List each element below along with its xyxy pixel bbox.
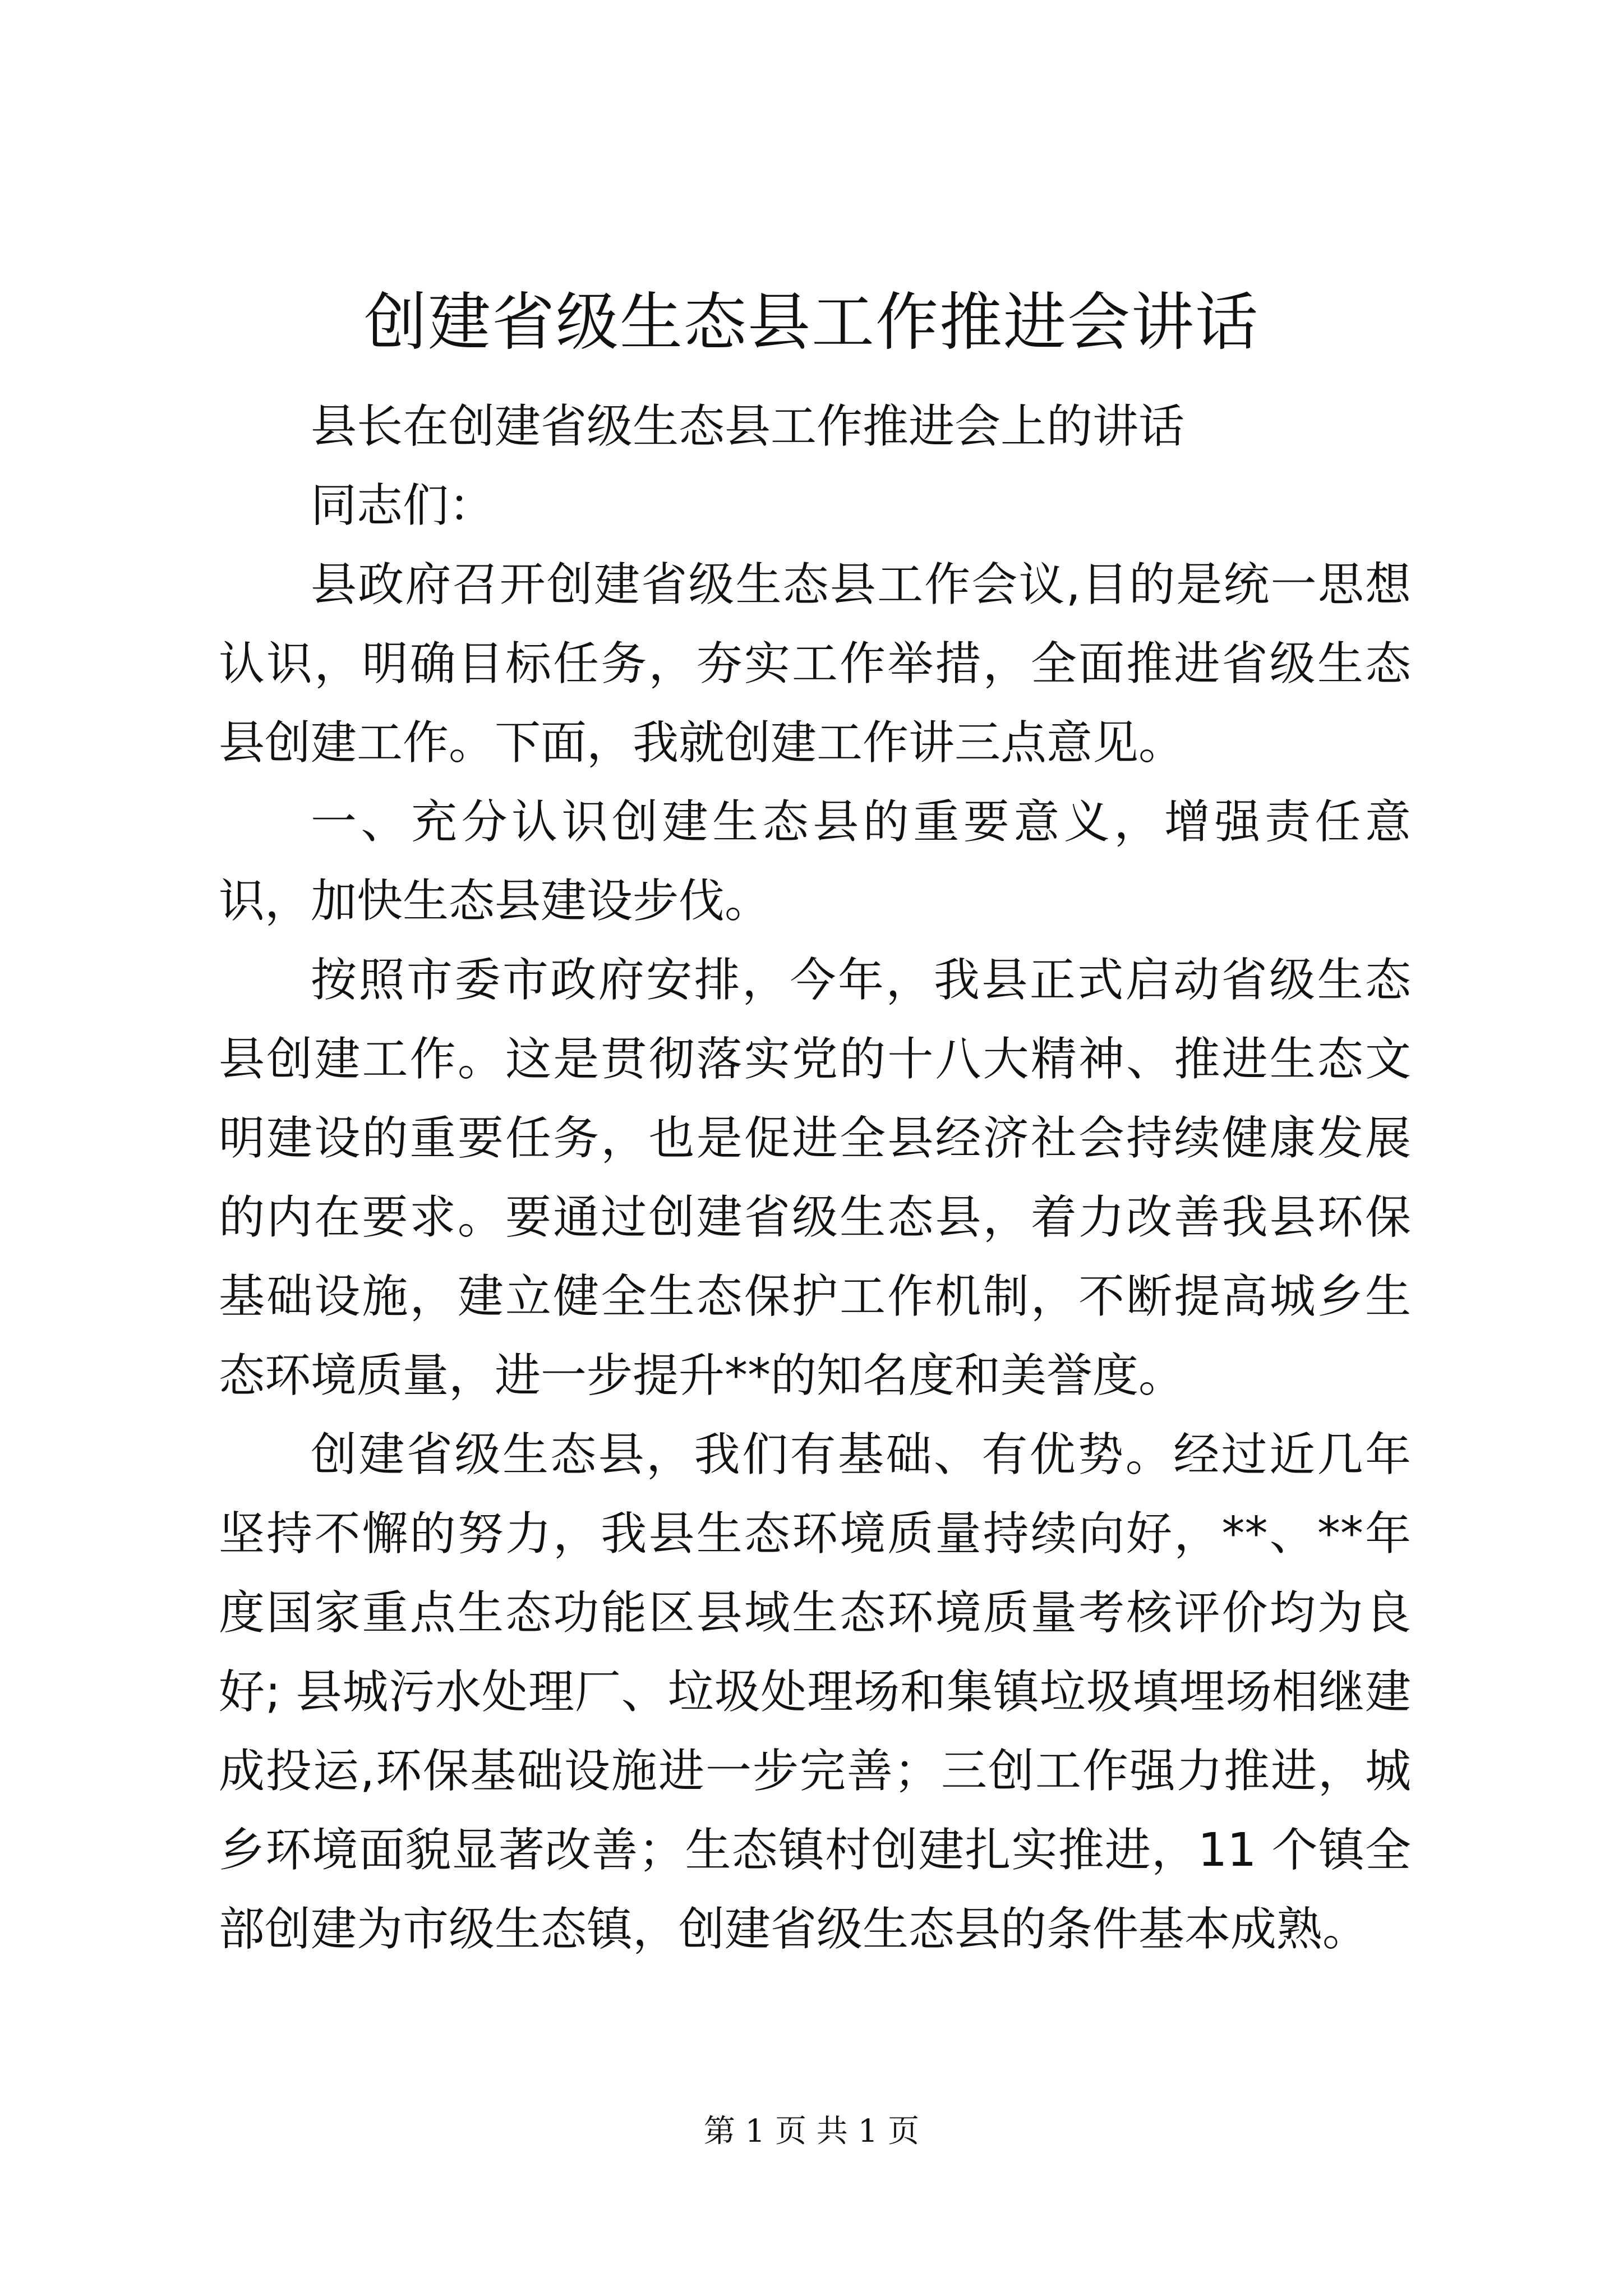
paragraph-foundation: 创建省级生态县，我们有基础、有优势。经过近几年坚持不懈的努力，我县生态环境质量持续向好，**、**年度国家重点生态功能区县域生态环境质量考核评价均为良好; 县城污水处理厂、垃圾处理场和集镇垃圾填埋场相继建成投运,环保基础设施进一步完善；三创工作强力推进，城乡环境面貌显著改善；生态镇村创建扎实推进，11 个镇全部创建为市级生态镇，创建省级生态县的条件基本成熟。 — [219, 1428, 1411, 1956]
document-body — [219, 387, 1411, 1969]
page-number-footer: 第 1 页 共 1 页 — [703, 2113, 920, 2150]
salutation: 同志们： — [311, 479, 495, 532]
paragraph-intro: 县政府召开创建省级生态县工作会议,目的是统一思想认识，明确目标任务，夯实工作举措，全面推进省级生态县创建工作。下面，我就创建工作讲三点意见。 — [219, 558, 1411, 770]
document-title: 创建省级生态县工作推进会讲话 — [364, 286, 1259, 359]
paragraph-background: 按照市委市政府安排，今年，我县正式启动省级生态县创建工作。这是贯彻落实党的十八大精神、推进生态文明建设的重要任务，也是促进全县经济社会持续健康发展的内在要求。要通过创建省级生态县，着力改善我县环保基础设施，建立健全生态保护工作机制，不断提高城乡生态环境质量，进一步提升**的知名度和美誉度。 — [219, 954, 1411, 1402]
section-heading-1: 一、充分认识创建生态县的重要意义，增强责任意识，加快生态县建设步伐。 — [219, 795, 1411, 928]
speech-subtitle: 县长在创建省级生态县工作推进会上的讲话 — [311, 400, 1185, 453]
